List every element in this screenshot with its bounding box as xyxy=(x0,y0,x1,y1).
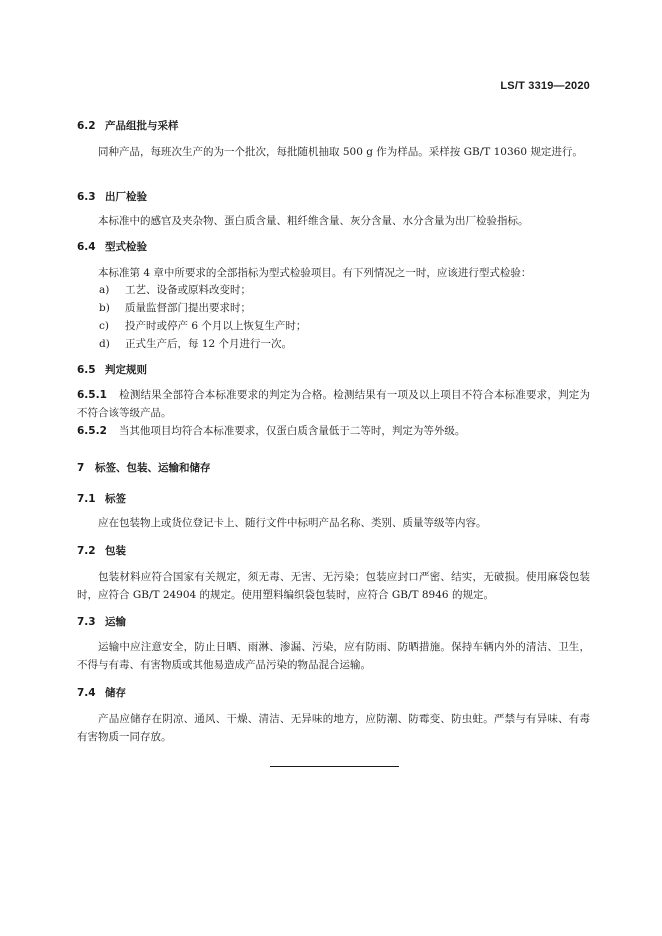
list-item: a) 工艺、设备或原料改变时； xyxy=(99,284,251,296)
clause-text: 当其他项目均符合本标准要求，仅蛋白质含量低于二等时，判定为等外级。 xyxy=(118,425,466,437)
section-title: 运输 xyxy=(105,616,126,628)
heading-7-4 xyxy=(77,685,126,700)
rule-6-5-1 xyxy=(77,386,590,422)
list-item: b) 质量监督部门提出要求时； xyxy=(99,302,251,314)
section-title: 标签 xyxy=(105,493,126,505)
clause-number: 6.5.1 xyxy=(77,389,107,401)
section-title: 储存 xyxy=(105,687,126,699)
section-number: 7.1 xyxy=(77,493,96,505)
heading-7-1 xyxy=(77,491,126,506)
section-title: 包装 xyxy=(105,545,126,557)
heading-6-2 xyxy=(77,118,179,133)
paragraph-7-4: 产品应储存在阴凉、通风、干燥、清洁、无异味的地方，应防潮、防霉变、防虫蛀。严禁与有异味、有毒有害物质一同存放。 xyxy=(77,713,590,743)
section-title: 型式检验 xyxy=(105,241,147,253)
list-item: d) 正式生产后，每 12 个月进行一次。 xyxy=(99,338,293,350)
paragraph-7-3: 运输中应注意安全，防止日晒、雨淋、渗漏、污染，应有防雨、防晒措施。保持车辆内外的清洁、卫生，不得与有毒、有害物质或其他易造成产品污染的物品混合运输。 xyxy=(77,641,590,671)
section-number: 7.4 xyxy=(77,687,96,699)
standard-code: LS/T 3319—2020 xyxy=(500,80,590,92)
paragraph-6-3: 本标准中的感官及夹杂物、蛋白质含量、粗纤维含量、灰分含量、水分含量为出厂检验指标。 xyxy=(98,215,529,227)
section-number: 6.3 xyxy=(77,191,96,203)
heading-7 xyxy=(77,460,211,475)
paragraph-7-2: 包装材料应符合国家有关规定，须无毒、无害、无污染；包装应封口严密、结实，无破损。使用麻袋包装时，应符合 GB/T 24904 的规定。使用塑料编织袋包装时，应符合 GB/T 8946 的规定。 xyxy=(77,571,590,601)
chapter-number: 7 xyxy=(77,462,85,474)
section-number: 6.2 xyxy=(77,120,96,132)
rule-6-5-2 xyxy=(77,422,590,440)
heading-6-3 xyxy=(77,189,147,204)
chapter-title: 标签、包装、运输和储存 xyxy=(95,462,211,474)
clause-number: 6.5.2 xyxy=(77,425,107,437)
paragraph-7-1: 应在包装物上或货位登记卡上、随行文件中标明产品名称、类别、质量等级等内容。 xyxy=(98,517,487,529)
section-number: 6.5 xyxy=(77,364,96,376)
heading-6-4 xyxy=(77,239,147,254)
heading-6-5 xyxy=(77,362,147,377)
heading-7-3 xyxy=(77,614,126,629)
section-title: 出厂检验 xyxy=(105,191,147,203)
list-item: c) 投产时或停产 6 个月以上恢复生产时； xyxy=(99,320,307,332)
section-number: 7.3 xyxy=(77,616,96,628)
section-title: 判定规则 xyxy=(105,364,147,376)
end-rule xyxy=(270,766,399,767)
clause-text: 检测结果全部符合本标准要求的判定为合格。检测结果有一项及以上项目不符合本标准要求，判定为不符合该等级产品。 xyxy=(77,389,590,419)
section-number: 6.4 xyxy=(77,241,96,253)
paragraph-6-4: 本标准第 4 章中所要求的全部指标为型式检验项目。有下列情况之一时，应该进行型式检验： xyxy=(98,267,532,279)
paragraph-6-2: 同种产品，每班次生产的为一个批次，每批随机抽取 500 g 作为样品。采样按 GB/T 10360 规定进行。 xyxy=(98,146,583,158)
section-number: 7.2 xyxy=(77,545,96,557)
section-title: 产品组批与采样 xyxy=(105,120,179,132)
heading-7-2 xyxy=(77,543,126,558)
